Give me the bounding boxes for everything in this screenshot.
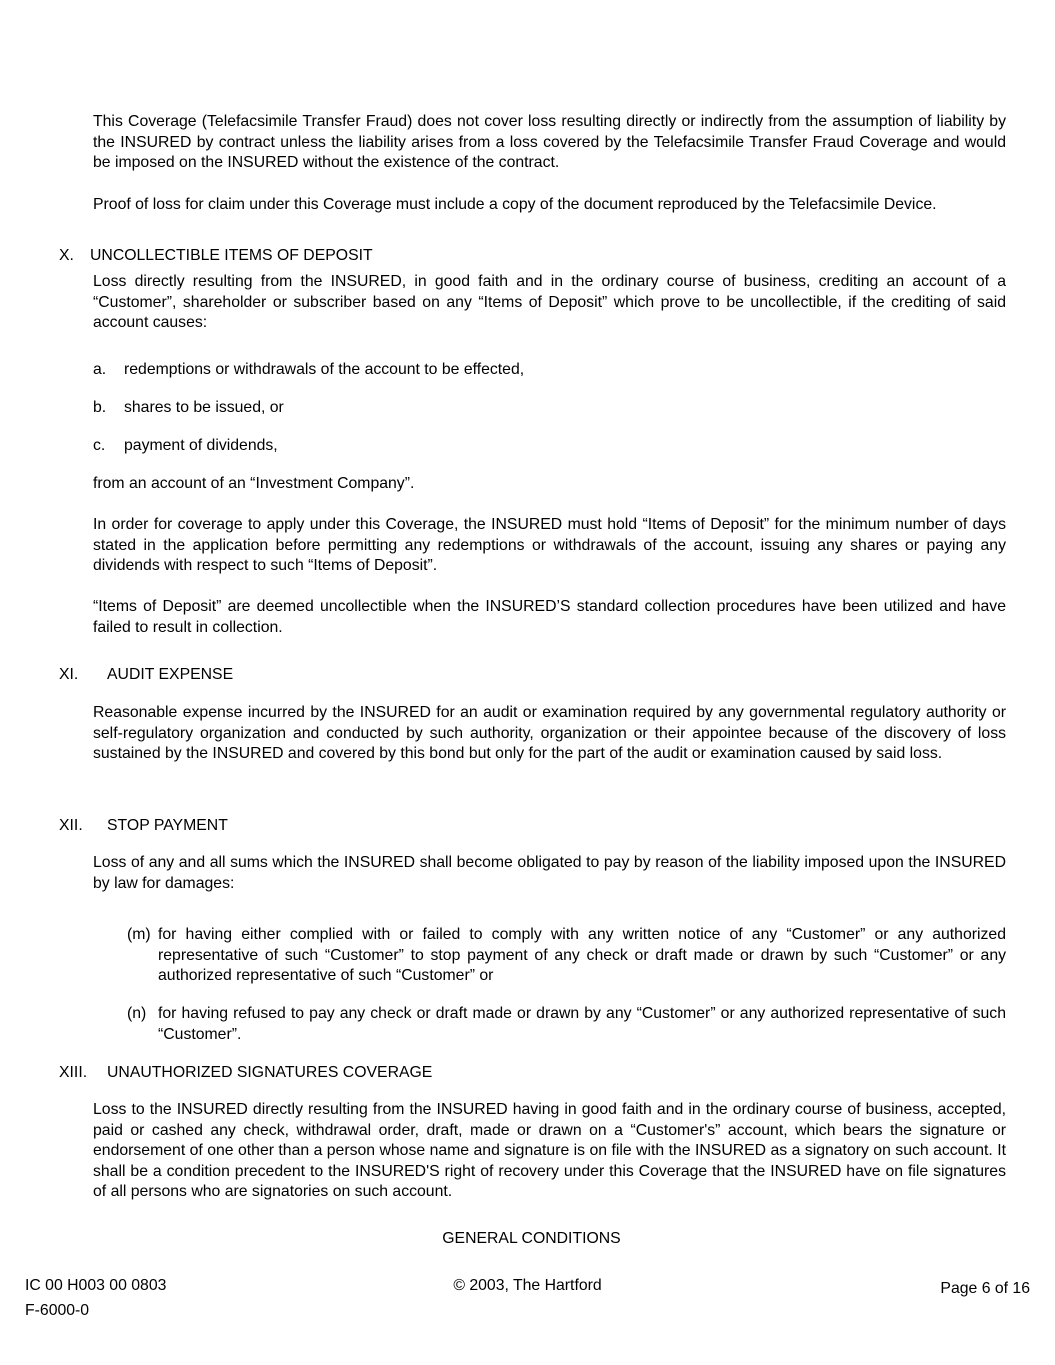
section-xii-number: XII. (59, 817, 83, 834)
section-x-paragraph-4: “Items of Deposit” are deemed uncollectible when the INSURED’S standard collection procedures have been utilized and have failed to result in collection. (93, 598, 1006, 636)
footer-form-code: F-6000-0 (25, 1302, 90, 1319)
section-xi-title: AUDIT EXPENSE (107, 666, 234, 683)
section-xiii-title: UNAUTHORIZED SIGNATURES COVERAGE (107, 1064, 433, 1081)
section-xiii-number: XIII. (59, 1064, 88, 1081)
footer-form-number: IC 00 H003 00 0803 (25, 1277, 167, 1294)
section-xiii-heading (59, 1063, 432, 1083)
list-item (93, 360, 524, 380)
list-item (93, 398, 284, 418)
list-marker: b. (93, 399, 107, 416)
section-xii-heading (59, 816, 228, 836)
section-x-title: UNCOLLECTIBLE ITEMS OF DEPOSIT (90, 247, 373, 264)
general-conditions-heading: GENERAL CONDITIONS (442, 1230, 621, 1247)
list-item (93, 436, 278, 456)
list-item (127, 1004, 1006, 1045)
section-x-paragraph-1: Loss directly resulting from the INSURED, in good faith and in the ordinary course of business, crediting an account of a “Customer”, shareholder or subscriber based on any “Items of Deposit” which prove to be uncollectible, if the crediting of said account causes: (93, 273, 1006, 332)
list-marker: c. (93, 437, 106, 454)
section-x-number: X. (59, 247, 74, 264)
section-x-paragraph-2: from an account of an “Investment Company”. (93, 475, 415, 492)
section-xi-heading (59, 665, 233, 685)
section-xi-number: XI. (59, 666, 79, 683)
list-text: shares to be issued, or (124, 399, 284, 416)
section-xiii-paragraph-1: Loss to the INSURED directly resulting from the INSURED having in good faith and in the ordinary course of business, accepted, paid or cashed any check, withdrawal order, draft, made or drawn on a “Customer's” account, which bears the signature or endorsement of one other than a person whose name and signature is on file with the INSURED as a signatory on such account. It shall be a condition precedent to the INSURED'S right of recovery under this Coverage that the INSURED have on file signatures of all persons who are signatories on such account. (93, 1101, 1006, 1201)
list-text: for having either complied with or failed to comply with any written notice of any “Customer” or any authorized representative of such “Customer” to stop payment of any check or draft made or drawn by such “Customer” or any authorized representative of such “Customer” or (158, 926, 1006, 985)
list-text: payment of dividends, (124, 437, 278, 454)
footer-page-number: Page 6 of 16 (940, 1280, 1030, 1297)
section-x-heading (59, 246, 373, 266)
list-marker: (n) (127, 1005, 147, 1022)
section-x-paragraph-3: In order for coverage to apply under this Coverage, the INSURED must hold “Items of Deposit” for the minimum number of days stated in the application before permitting any redemptions or withdrawals of the account, issuing any shares or paying any dividends with respect to such “Items of Deposit”. (93, 516, 1006, 575)
list-item (127, 925, 1006, 987)
footer-copyright: © 2003, The Hartford (453, 1277, 602, 1294)
section-xi-paragraph-1: Reasonable expense incurred by the INSURED for an audit or examination required by any governmental regulatory authority or self-regulatory organization and conducted by such authority, organization or their appointee because of the discovery of loss sustained by the INSURED and covered by this bond but only for the part of the audit or examination caused by said loss. (93, 704, 1006, 763)
section-xii-title: STOP PAYMENT (107, 817, 228, 834)
intro-paragraph-1: This Coverage (Telefacsimile Transfer Fraud) does not cover loss resulting directly or indirectly from the assumption of liability by the INSURED by contract unless the liability arises from a loss covered by the Telefacsimile Transfer Fraud Coverage and would be imposed on the INSURED without the existence of the contract. (93, 113, 1006, 172)
list-marker: a. (93, 361, 107, 378)
section-xii-paragraph-1: Loss of any and all sums which the INSURED shall become obligated to pay by reason of the liability imposed upon the INSURED by law for damages: (93, 854, 1006, 892)
list-text: redemptions or withdrawals of the account to be effected, (124, 361, 525, 378)
intro-paragraph-2: Proof of loss for claim under this Coverage must include a copy of the document reproduced by the Telefacsimile Device. (93, 196, 937, 213)
list-text: for having refused to pay any check or draft made or drawn by any “Customer” or any authorized representative of such “Customer”. (158, 1005, 1006, 1043)
list-marker: (m) (127, 926, 151, 943)
